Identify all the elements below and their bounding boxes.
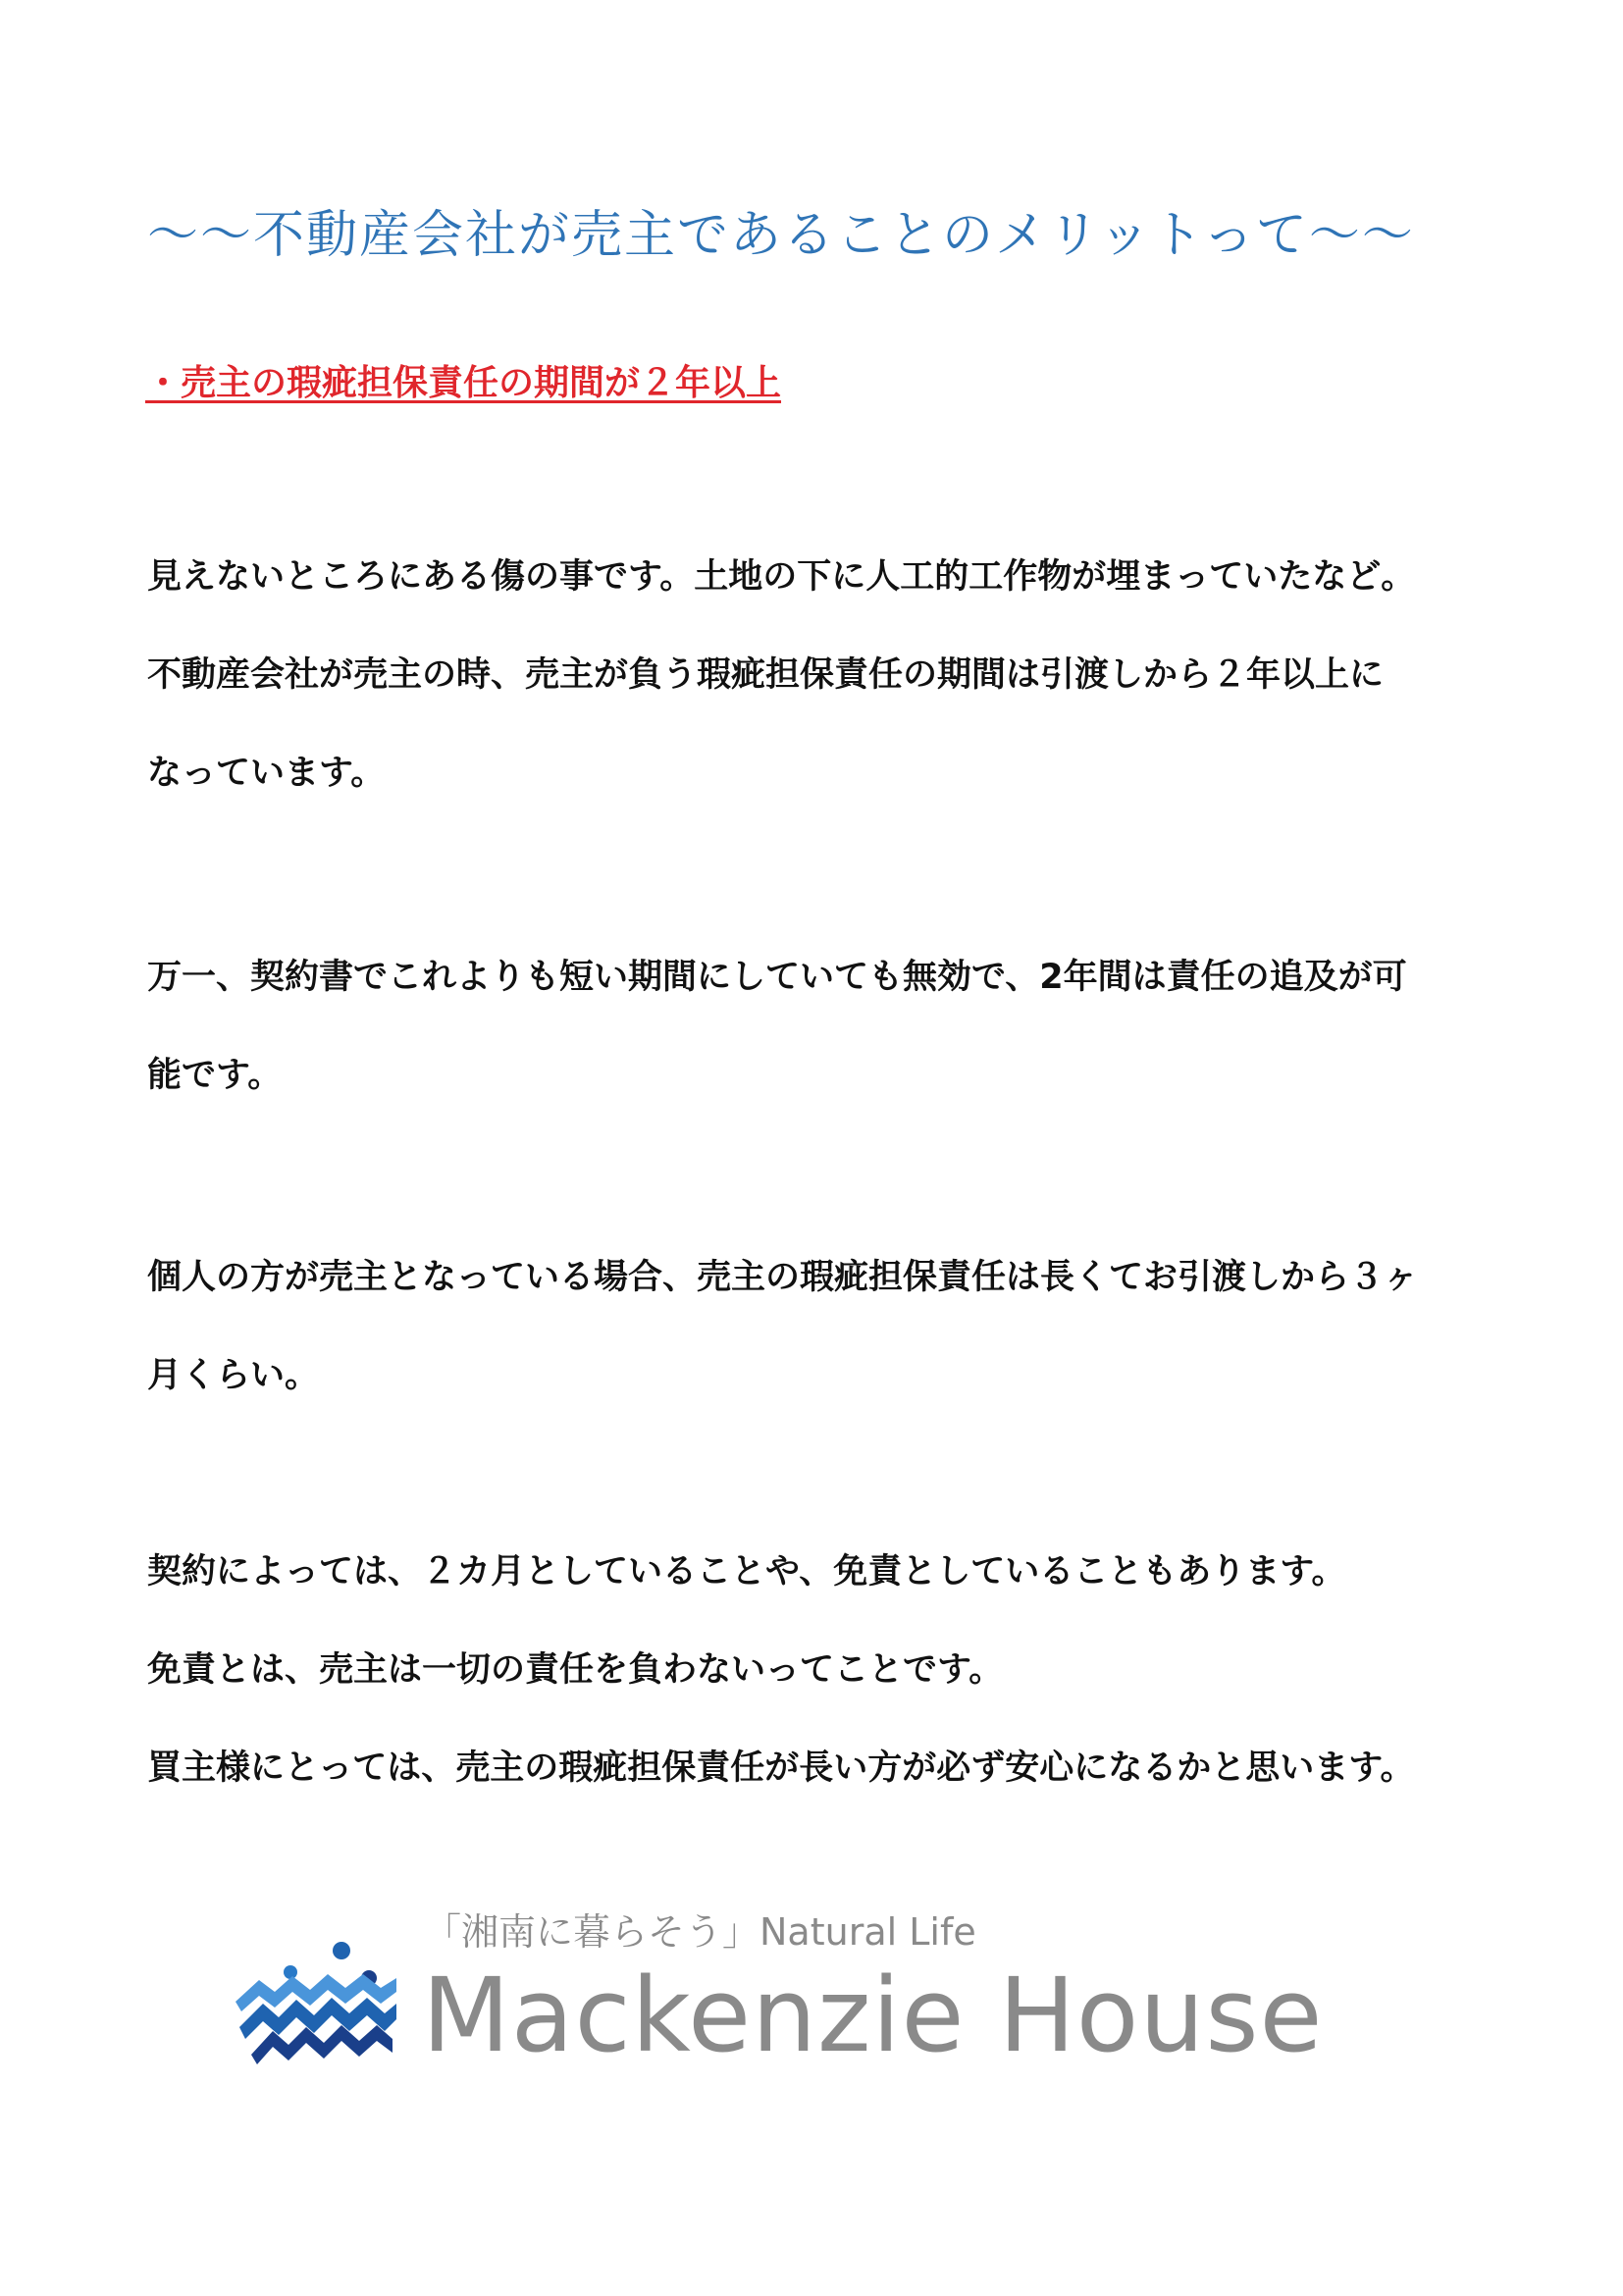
- paragraph-line: 買主様にとっては、売主の瑕疵担保責任が長い方が必ず安心になるかと思います。: [147, 1748, 1415, 1788]
- section-heading: ・売主の瑕疵担保責任の期間が２年以上: [145, 363, 782, 403]
- paragraph-line: 万一、契約書でこれよりも短い期間にしていても無効で、2年間は責任の追及が可: [147, 958, 1407, 997]
- paragraph-line: 月くらい。: [147, 1356, 320, 1395]
- paragraph-2: [147, 928, 1501, 1124]
- paragraph-1: [147, 528, 1501, 822]
- paragraph-line: 免責とは、売主は一切の責任を負わないってことです。: [147, 1650, 1004, 1690]
- company-logo: [232, 1908, 1409, 2095]
- paragraph-line: なっています。: [147, 754, 386, 793]
- paragraph-line: 不動産会社が売主の時、売主が負う瑕疵担保責任の期間は引渡しから２年以上に: [147, 655, 1385, 695]
- logo-tagline: 「湘南に暮らそう」Natural Life: [424, 1910, 976, 1954]
- paragraph-4: [147, 1523, 1501, 1817]
- paragraph-line: 見えないところにある傷の事です。土地の下に人工的工作物が埋まっていたなど。: [147, 557, 1416, 597]
- paragraph-3: [147, 1228, 1501, 1425]
- paragraph-line: 能です。: [147, 1056, 283, 1095]
- paragraph-line: 個人の方が売主となっている場合、売主の瑕疵担保責任は長くてお引渡しから３ヶ: [147, 1258, 1419, 1297]
- wave-logo-icon: [232, 1933, 398, 2070]
- logo-name: Mackenzie House: [422, 1956, 1324, 2075]
- paragraph-line: 契約によっては、２カ月としていることや、免責としていることもあります。: [147, 1552, 1346, 1592]
- page-title: ～～不動産会社が売主であることのメリットって～～: [147, 206, 1415, 265]
